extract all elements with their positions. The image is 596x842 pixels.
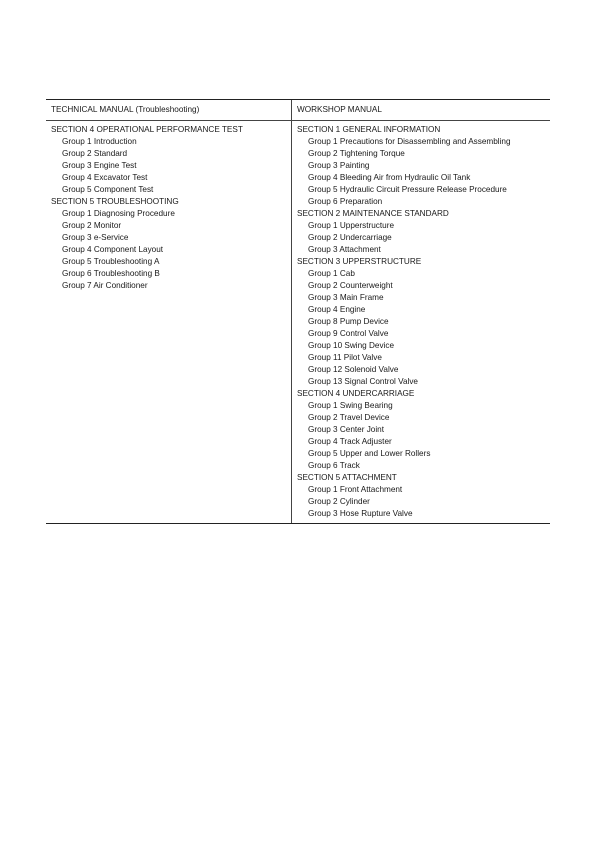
group-entry: Group 1 Introduction xyxy=(62,137,137,146)
technical-manual-header: TECHNICAL MANUAL (Troubleshooting) xyxy=(46,100,292,120)
section-heading: SECTION 2 MAINTENANCE STANDARD xyxy=(297,209,449,218)
group-entry: Group 1 Front Attachment xyxy=(308,485,403,494)
group-entry: Group 1 Precautions for Disassembling and Assembling xyxy=(308,137,511,146)
group-entry: Group 4 Track Adjuster xyxy=(308,437,392,446)
table-header-row xyxy=(46,100,550,121)
group-entry: Group 5 Component Test xyxy=(62,185,154,194)
group-entry: Group 12 Solenoid Valve xyxy=(308,365,399,374)
group-entry: Group 11 Pilot Valve xyxy=(308,353,382,362)
group-entry: Group 1 Cab xyxy=(308,269,355,278)
group-entry: Group 9 Control Valve xyxy=(308,329,389,338)
section-heading: SECTION 1 GENERAL INFORMATION xyxy=(297,125,441,134)
group-entry: Group 2 Cylinder xyxy=(308,497,370,506)
group-entry: Group 3 e-Service xyxy=(62,233,129,242)
manual-contents-table xyxy=(46,99,550,524)
group-entry: Group 3 Painting xyxy=(308,161,370,170)
group-entry: Group 4 Excavator Test xyxy=(62,173,148,182)
group-entry: Group 1 Upperstructure xyxy=(308,221,395,230)
section-heading: SECTION 3 UPPERSTRUCTURE xyxy=(297,257,422,266)
workshop-manual-header: WORKSHOP MANUAL xyxy=(297,105,382,114)
section-heading: SECTION 4 UNDERCARRIAGE xyxy=(297,389,415,398)
group-entry: Group 7 Air Conditioner xyxy=(62,281,148,290)
group-entry: Group 6 Preparation xyxy=(308,197,383,206)
group-entry: Group 13 Signal Control Valve xyxy=(308,377,418,386)
group-entry: Group 2 Standard xyxy=(62,149,128,158)
workshop-manual-contents xyxy=(292,121,550,523)
group-entry: Group 6 Troubleshooting B xyxy=(62,269,160,278)
group-entry: Group 5 Upper and Lower Rollers xyxy=(308,449,431,458)
section-heading: SECTION 5 ATTACHMENT xyxy=(297,473,397,482)
group-entry: Group 5 Troubleshooting A xyxy=(62,257,160,266)
section-heading: SECTION 5 TROUBLESHOOTING xyxy=(51,197,179,206)
group-entry: Group 3 Center Joint xyxy=(308,425,385,434)
group-entry: Group 5 Hydraulic Circuit Pressure Release Procedure xyxy=(308,185,507,194)
table-body-row xyxy=(46,121,550,523)
group-entry: Group 6 Track xyxy=(308,461,360,470)
group-entry: Group 4 Bleeding Air from Hydraulic Oil Tank xyxy=(308,173,471,182)
group-entry: Group 1 Swing Bearing xyxy=(308,401,393,410)
group-entry: Group 10 Swing Device xyxy=(308,341,395,350)
technical-manual-contents xyxy=(46,121,292,523)
group-entry: Group 4 Component Layout xyxy=(62,245,164,254)
group-entry: Group 3 Attachment xyxy=(308,245,381,254)
section-heading: SECTION 4 OPERATIONAL PERFORMANCE TEST xyxy=(51,125,243,134)
group-entry: Group 2 Counterweight xyxy=(308,281,393,290)
group-entry: Group 4 Engine xyxy=(308,305,366,314)
group-entry: Group 2 Undercarriage xyxy=(308,233,392,242)
group-entry: Group 2 Tightening Torque xyxy=(308,149,405,158)
group-entry: Group 8 Pump Device xyxy=(308,317,389,326)
group-entry: Group 1 Diagnosing Procedure xyxy=(62,209,175,218)
group-entry: Group 3 Main Frame xyxy=(308,293,384,302)
group-entry: Group 3 Engine Test xyxy=(62,161,137,170)
group-entry: Group 3 Hose Rupture Valve xyxy=(308,509,413,518)
group-entry: Group 2 Monitor xyxy=(62,221,122,230)
group-entry: Group 2 Travel Device xyxy=(308,413,390,422)
